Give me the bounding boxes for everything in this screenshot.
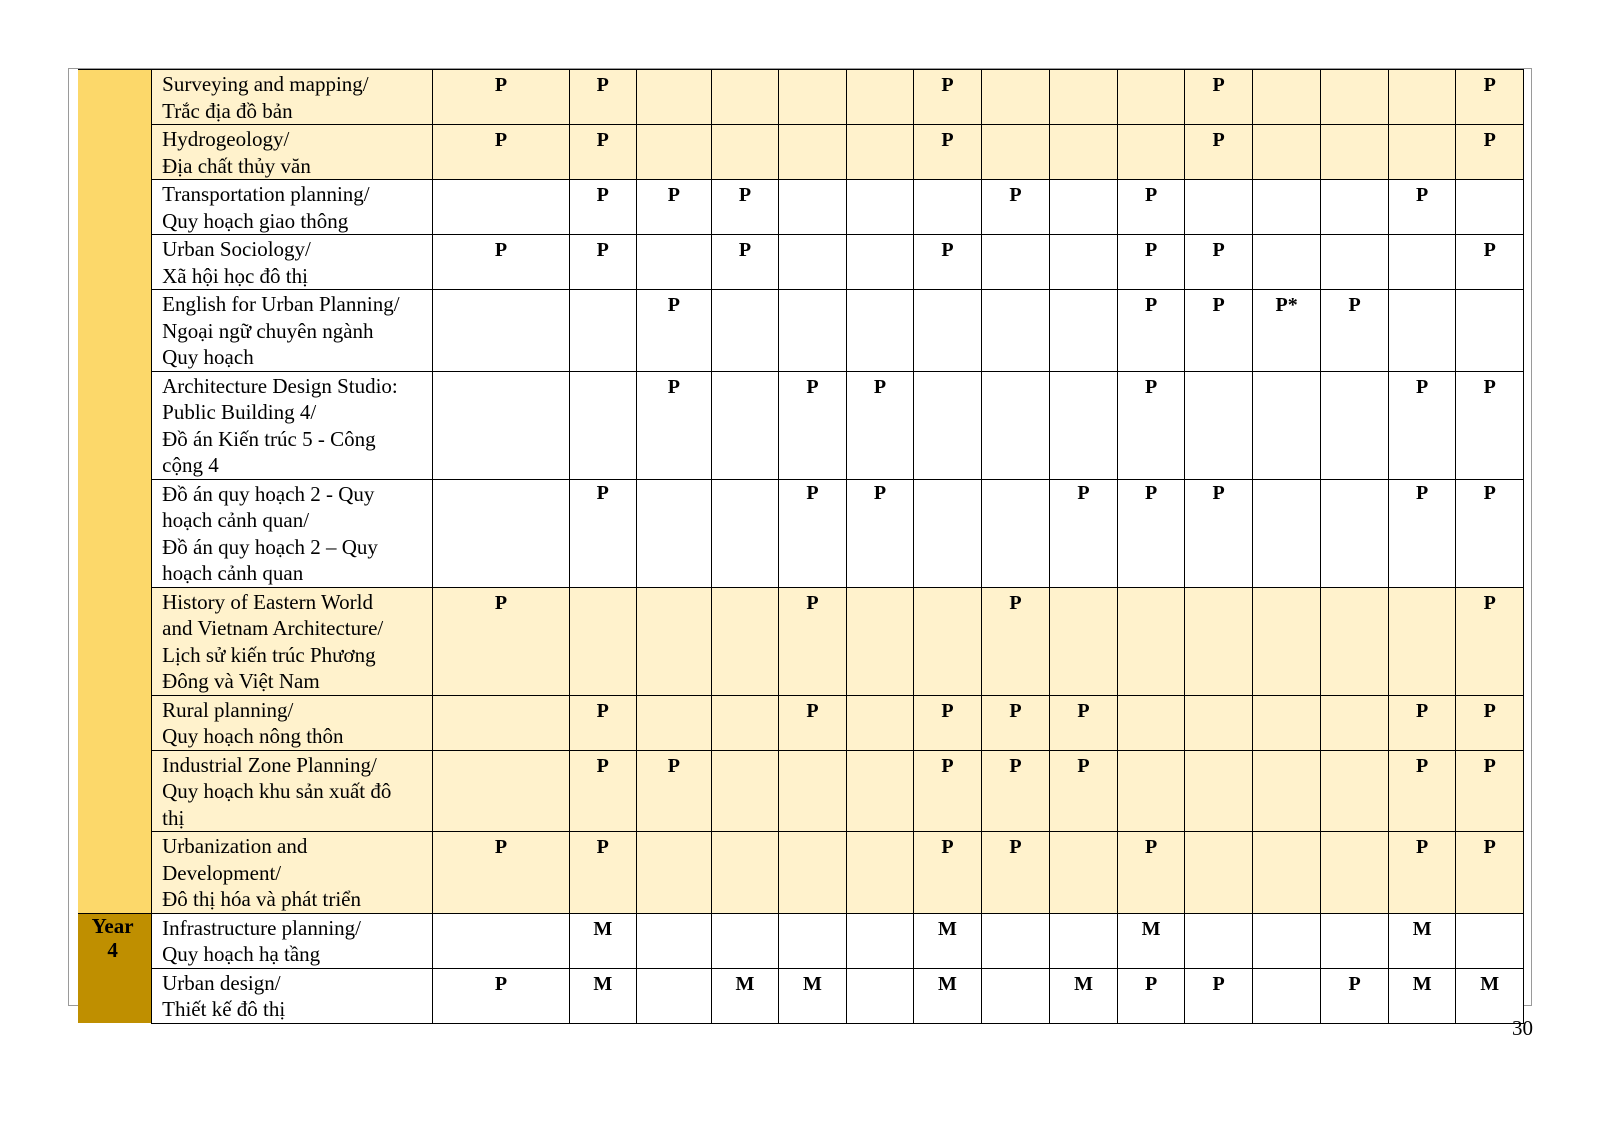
outcome-mark-cell [1117,70,1185,125]
outcome-mark-cell [846,913,914,968]
outcome-mark-cell: P [1185,479,1253,587]
table-row [78,968,1524,1023]
outcome-mark-cell: P [1388,832,1456,914]
outcome-mark-cell: M [569,913,637,968]
table-row [78,180,1524,235]
outcome-mark-cell: P [569,695,637,750]
outcome-mark-cell: M [1456,968,1524,1023]
outcome-mark-cell: P [1456,587,1524,695]
outcome-mark-cell [711,70,779,125]
outcome-mark-cell: P [433,587,569,695]
outcome-mark-cell [779,70,847,125]
table-row [78,750,1524,832]
outcome-mark-cell [1252,968,1321,1023]
outcome-mark-cell [569,587,637,695]
outcome-mark-cell [569,371,637,479]
outcome-mark-cell [711,479,779,587]
outcome-mark-cell [1321,371,1389,479]
outcome-mark-cell [1117,587,1185,695]
outcome-mark-cell [1321,235,1389,290]
outcome-mark-cell [637,832,712,914]
outcome-mark-cell [1050,832,1118,914]
outcome-mark-cell [1252,125,1321,180]
outcome-mark-cell: P [1321,290,1389,372]
outcome-mark-cell [637,125,712,180]
outcome-mark-cell [779,125,847,180]
outcome-mark-cell: P [1185,290,1253,372]
outcome-mark-cell: P [569,180,637,235]
outcome-mark-cell [1252,750,1321,832]
outcome-mark-cell: P [779,587,847,695]
outcome-mark-cell: P [914,70,982,125]
table-row [78,695,1524,750]
outcome-mark-cell [779,235,847,290]
outcome-mark-cell: P [1050,479,1118,587]
outcome-mark-cell [1252,180,1321,235]
outcome-mark-cell [1252,695,1321,750]
table-row [78,479,1524,587]
outcome-mark-cell: P [914,125,982,180]
table-row [78,125,1524,180]
outcome-mark-cell [1388,125,1456,180]
outcome-mark-cell: P [637,180,712,235]
outcome-mark-cell [846,587,914,695]
course-name-cell: Rural planning/ Quy hoạch nông thôn [152,695,433,750]
outcome-mark-cell [711,587,779,695]
outcome-mark-cell [637,479,712,587]
outcome-mark-cell [1050,371,1118,479]
outcome-mark-cell: M [914,968,982,1023]
course-name-cell: Urbanization and Development/ Đô thị hóa và phát triển [152,832,433,914]
outcome-mark-cell [1252,371,1321,479]
year-3-band [78,70,152,914]
outcome-mark-cell: P [711,180,779,235]
outcome-mark-cell [846,235,914,290]
outcome-mark-cell [981,913,1050,968]
outcome-mark-cell [1456,180,1524,235]
outcome-mark-cell [1185,832,1253,914]
outcome-mark-cell: P [637,371,712,479]
course-name-cell: Surveying and mapping/ Trắc địa đồ bản [152,70,433,125]
course-name-cell: Architecture Design Studio: Public Building 4/ Đồ án Kiến trúc 5 - Công cộng 4 [152,371,433,479]
outcome-mark-cell: P [569,479,637,587]
outcome-mark-cell: M [1050,968,1118,1023]
outcome-mark-cell: P [711,235,779,290]
outcome-mark-cell [846,968,914,1023]
table-row [78,371,1524,479]
outcome-mark-cell [846,180,914,235]
outcome-mark-cell [981,290,1050,372]
table-row [78,70,1524,125]
table-row [78,290,1524,372]
course-name-cell: Industrial Zone Planning/ Quy hoạch khu sản xuất đô thị [152,750,433,832]
outcome-mark-cell: M [1388,968,1456,1023]
outcome-mark-cell: P [1117,290,1185,372]
outcome-mark-cell: P [1456,832,1524,914]
outcome-mark-cell: P [1388,695,1456,750]
outcome-mark-cell [711,832,779,914]
outcome-mark-cell: P [1117,479,1185,587]
course-name-cell: Infrastructure planning/ Quy hoạch hạ tầng [152,913,433,968]
outcome-mark-cell [637,695,712,750]
outcome-mark-cell [711,371,779,479]
outcome-mark-cell: P [569,235,637,290]
outcome-mark-cell [1185,587,1253,695]
outcome-mark-cell: P [914,750,982,832]
outcome-mark-cell [1050,587,1118,695]
outcome-mark-cell [1321,832,1389,914]
outcome-mark-cell [637,968,712,1023]
outcome-mark-cell [433,290,569,372]
outcome-mark-cell: P [846,371,914,479]
outcome-mark-cell: P [1050,695,1118,750]
outcome-mark-cell [779,750,847,832]
outcome-mark-cell: P [433,70,569,125]
outcome-mark-cell [1050,70,1118,125]
table-row [78,235,1524,290]
outcome-mark-cell: P [1456,371,1524,479]
outcome-mark-cell: M [1388,913,1456,968]
outcome-mark-cell [711,913,779,968]
outcome-mark-cell [1252,70,1321,125]
outcome-mark-cell: P [569,832,637,914]
outcome-mark-cell [433,913,569,968]
outcome-mark-cell: P [433,832,569,914]
outcome-mark-cell [433,180,569,235]
course-name-cell: History of Eastern World and Vietnam Architecture/ Lịch sử kiến trúc Phương Đông và Việt Nam [152,587,433,695]
outcome-mark-cell [1185,180,1253,235]
outcome-mark-cell [1050,235,1118,290]
outcome-mark-cell [846,125,914,180]
outcome-mark-cell [637,587,712,695]
outcome-mark-cell: M [569,968,637,1023]
outcome-mark-cell [1388,235,1456,290]
outcome-mark-cell [1321,70,1389,125]
outcome-mark-cell: P [981,587,1050,695]
outcome-mark-cell: P [1388,371,1456,479]
outcome-mark-cell [1321,180,1389,235]
outcome-mark-cell [1050,913,1118,968]
matrix-body [78,70,1524,1024]
outcome-mark-cell [914,479,982,587]
outcome-mark-cell [779,180,847,235]
outcome-mark-cell: P [569,750,637,832]
outcome-mark-cell [846,290,914,372]
outcome-mark-cell: P [981,180,1050,235]
outcome-mark-cell [1321,750,1389,832]
outcome-mark-cell [1050,125,1118,180]
outcome-mark-cell [1321,587,1389,695]
outcome-mark-cell [1456,913,1524,968]
outcome-mark-cell [981,70,1050,125]
outcome-mark-cell: P [1456,695,1524,750]
outcome-mark-cell: P [569,70,637,125]
outcome-mark-cell [1185,371,1253,479]
outcome-mark-cell [1321,913,1389,968]
outcome-mark-cell: P [1117,180,1185,235]
course-name-cell: Urban Sociology/ Xã hội học đô thị [152,235,433,290]
outcome-mark-cell [433,371,569,479]
outcome-mark-cell [1185,695,1253,750]
outcome-mark-cell [433,750,569,832]
outcome-mark-cell: P [433,968,569,1023]
outcome-mark-cell [779,832,847,914]
outcome-mark-cell: M [711,968,779,1023]
outcome-mark-cell [569,290,637,372]
outcome-mark-cell [637,913,712,968]
course-name-cell: Đồ án quy hoạch 2 - Quy hoạch cảnh quan/ Đồ án quy hoạch 2 – Quy hoạch cảnh quan [152,479,433,587]
outcome-mark-cell [779,913,847,968]
outcome-mark-cell [433,479,569,587]
outcome-mark-cell [1456,290,1524,372]
course-name-cell: English for Urban Planning/ Ngoại ngữ chuyên ngành Quy hoạch [152,290,433,372]
outcome-mark-cell: P [433,125,569,180]
outcome-mark-cell [1050,180,1118,235]
outcome-mark-cell [1252,587,1321,695]
outcome-mark-cell: P [1117,968,1185,1023]
outcome-mark-cell [1388,587,1456,695]
outcome-mark-cell: P [1185,968,1253,1023]
outcome-mark-cell [1321,695,1389,750]
outcome-mark-cell [637,70,712,125]
outcome-mark-cell: P [1456,70,1524,125]
table-row [78,587,1524,695]
outcome-mark-cell [711,125,779,180]
outcome-mark-cell [1388,290,1456,372]
course-name-cell: Urban design/ Thiết kế đô thị [152,968,433,1023]
outcome-mark-cell [846,695,914,750]
outcome-mark-cell: P [1117,832,1185,914]
outcome-mark-cell [1321,479,1389,587]
outcome-mark-cell: P [1117,235,1185,290]
outcome-mark-cell: P [981,695,1050,750]
outcome-mark-cell: P [779,695,847,750]
outcome-mark-cell: P [1456,125,1524,180]
outcome-mark-cell [1252,913,1321,968]
outcome-mark-cell: P [914,695,982,750]
outcome-mark-cell: P [846,479,914,587]
outcome-mark-cell: P [569,125,637,180]
outcome-mark-cell: P [1456,235,1524,290]
outcome-mark-cell: P [779,371,847,479]
course-name-cell: Transportation planning/ Quy hoạch giao thông [152,180,433,235]
year-4-label: Year 4 [78,913,152,1023]
outcome-mark-cell [981,968,1050,1023]
outcome-mark-cell: P* [1252,290,1321,372]
outcome-matrix-table [78,69,1524,1024]
course-name-cell: Hydrogeology/ Địa chất thủy văn [152,125,433,180]
table-row [78,832,1524,914]
outcome-mark-cell: P [433,235,569,290]
outcome-mark-cell [914,587,982,695]
outcome-mark-cell [779,290,847,372]
outcome-mark-cell [1185,750,1253,832]
outcome-mark-cell: P [1456,750,1524,832]
outcome-mark-cell [1117,125,1185,180]
outcome-mark-cell: M [779,968,847,1023]
outcome-mark-cell: M [914,913,982,968]
outcome-mark-cell [981,479,1050,587]
outcome-mark-cell [1050,290,1118,372]
outcome-mark-cell: P [1185,70,1253,125]
outcome-mark-cell [637,235,712,290]
outcome-mark-cell [1388,70,1456,125]
outcome-mark-cell [846,750,914,832]
outcome-mark-cell [914,371,982,479]
outcome-mark-cell: P [914,235,982,290]
outcome-mark-cell: M [1117,913,1185,968]
outcome-mark-cell [1252,832,1321,914]
outcome-mark-cell: P [981,750,1050,832]
outcome-mark-cell: P [1388,750,1456,832]
table-row [78,913,1524,968]
outcome-mark-cell [433,695,569,750]
outcome-mark-cell: P [1388,479,1456,587]
outcome-mark-cell [711,290,779,372]
outcome-mark-cell [1185,913,1253,968]
outcome-mark-cell: P [914,832,982,914]
outcome-mark-cell [1117,750,1185,832]
outcome-mark-cell: P [1117,371,1185,479]
outcome-mark-cell [981,371,1050,479]
outcome-mark-cell [914,290,982,372]
outcome-mark-cell: P [981,832,1050,914]
outcome-mark-cell [914,180,982,235]
outcome-mark-cell [846,832,914,914]
outcome-mark-cell: P [779,479,847,587]
outcome-mark-cell: P [637,290,712,372]
outcome-mark-cell: P [1321,968,1389,1023]
outcome-mark-cell [1252,235,1321,290]
outcome-mark-cell [711,750,779,832]
outcome-mark-cell [711,695,779,750]
outcome-mark-cell: P [1050,750,1118,832]
outcome-mark-cell: P [1456,479,1524,587]
outcome-mark-cell: P [637,750,712,832]
outcome-mark-cell [1321,125,1389,180]
page-number: 30 [1512,1016,1533,1040]
outcome-mark-cell [1252,479,1321,587]
outcome-mark-cell [981,235,1050,290]
outcome-mark-cell [981,125,1050,180]
outcome-mark-cell [1117,695,1185,750]
outcome-mark-cell: P [1185,125,1253,180]
outcome-mark-cell: P [1185,235,1253,290]
outcome-mark-cell [846,70,914,125]
outcome-mark-cell: P [1388,180,1456,235]
